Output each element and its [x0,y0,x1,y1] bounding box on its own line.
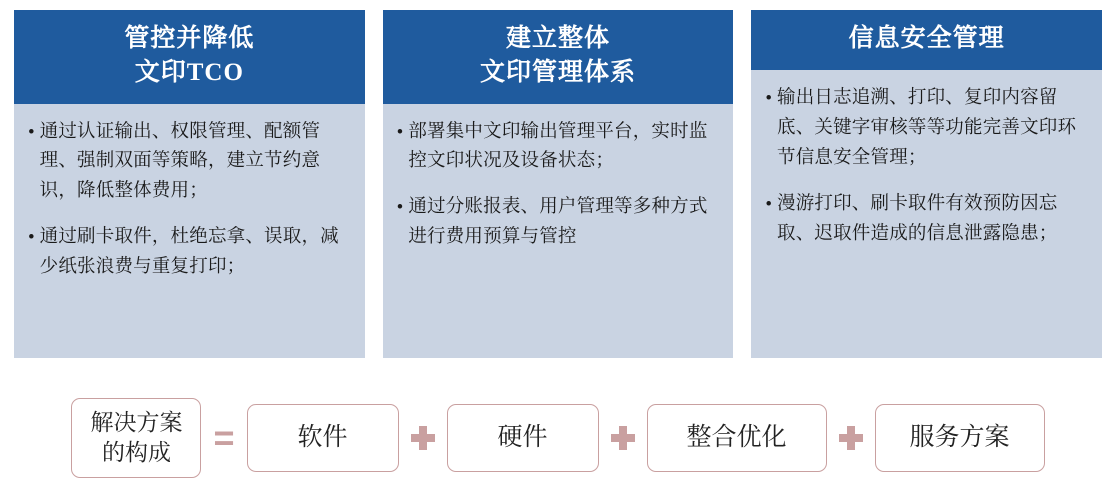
list-item [397,118,718,178]
column-2-header [383,10,734,104]
column-information-security [751,10,1102,358]
column-2-bullet-1: 部署集中文印输出管理平台，实时监控文印状况及设备状态； [408,121,708,172]
column-1-header-line-2: 文印TCO [134,58,244,86]
column-3-header-line-1: 信息安全管理 [848,25,1005,52]
plus-sign-icon [611,426,635,450]
plus-sign-icon [839,426,863,450]
column-1-bullet-2: 通过刷卡取件，杜绝忘拿、误取，减少纸张浪费与重复打印； [39,227,339,278]
equation-term-integration: 整合优化 [647,404,827,472]
column-1-body [14,104,365,358]
equation-subject-box [71,398,201,478]
solution-composition-equation [0,388,1116,488]
equation-subject-line-2: 的构成 [101,440,171,465]
bullet-dot-icon: • [396,121,404,143]
column-2-header-line-1: 建立整体 [506,25,611,52]
column-2-body [383,104,734,358]
column-1-bullet-1: 通过认证输出、权限管理、配额管理、强制双面等策略，建立节约意识，降低整体费用； [39,121,321,202]
equation-subject-line-1: 解决方案 [90,410,183,436]
column-1-header [14,10,365,104]
column-3-bullet-1: 输出日志追溯、打印、复印内容留底、关键字审核等等功能完善文印环节信息安全管理； [777,87,1077,168]
column-1-header-line-1: 管控并降低 [124,25,255,52]
column-3-header [751,10,1102,70]
column-2-header-line-2: 文印管理体系 [480,58,637,86]
column-build-print-system [383,10,734,358]
plus-sign-icon [411,426,435,450]
column-3-body [751,70,1102,358]
column-2-bullet-2: 通过分账报表、用户管理等多种方式进行费用预算与管控 [408,197,708,248]
list-item [765,190,1086,250]
bullet-dot-icon: • [765,87,772,109]
list-item [28,118,349,208]
list-item [765,84,1086,174]
equation-term-hardware: 硬件 [447,404,599,472]
column-manage-reduce-tco [14,10,365,358]
column-3-bullet-2: 漫游打印、刷卡取件有效预防因忘取、迟取件造成的信息泄露隐患； [777,193,1058,244]
bullet-dot-icon: • [28,227,35,249]
list-item [28,223,349,283]
equation-term-service: 服务方案 [875,404,1045,472]
equation-term-software: 软件 [247,404,399,472]
bullet-dot-icon: • [396,197,404,219]
equals-sign-icon: = [213,417,235,458]
bullet-dot-icon: • [28,121,35,143]
bullet-dot-icon: • [765,193,772,215]
list-item [397,193,718,253]
